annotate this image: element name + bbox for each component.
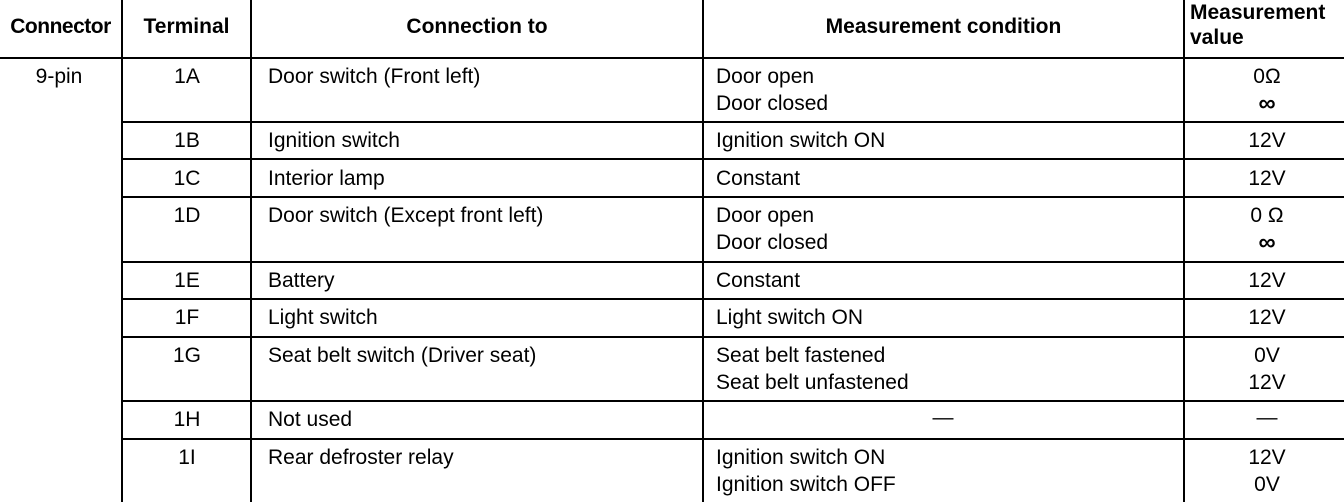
condition-line: Door open — [716, 65, 815, 88]
header-measurement-value-line1: Measurement — [1190, 1, 1326, 24]
value-cell: 12V — [1248, 269, 1286, 292]
row-rule — [121, 158, 1344, 160]
value-line: 0V — [1254, 473, 1280, 496]
col-divider — [250, 0, 252, 502]
header-terminal: Terminal — [143, 15, 230, 38]
value-cell: 12V — [1248, 167, 1286, 190]
terminal-cell: 1F — [174, 306, 200, 329]
col-divider — [1183, 0, 1185, 502]
connection-cell: Door switch (Except front left) — [268, 204, 544, 227]
row-rule — [121, 261, 1344, 263]
value-cell — [1190, 202, 1344, 256]
value-line: ∞ — [1258, 90, 1276, 117]
condition-cell: Constant — [716, 269, 801, 292]
value-line: 0 Ω — [1250, 204, 1284, 227]
header-connector: Connector — [10, 15, 111, 38]
condition-cell: Light switch ON — [716, 306, 864, 329]
value-cell: — — [1256, 406, 1278, 429]
connection-cell: Battery — [268, 269, 335, 292]
value-cell: 12V — [1248, 129, 1286, 152]
terminal-cell: 1G — [172, 344, 201, 367]
value-cell — [1190, 444, 1344, 498]
col-divider — [121, 0, 123, 502]
connection-cell: Rear defroster relay — [268, 446, 454, 469]
row-rule — [121, 298, 1344, 300]
connection-cell: Interior lamp — [268, 167, 385, 190]
terminal-cell: 1E — [174, 269, 200, 292]
row-rule — [121, 121, 1344, 123]
condition-cell: Constant — [716, 167, 801, 190]
condition-cell — [716, 444, 896, 498]
condition-line: Door open — [716, 204, 815, 227]
connector-value: 9-pin — [35, 65, 83, 88]
terminal-cell: 1I — [178, 446, 196, 469]
condition-line: Seat belt unfastened — [716, 371, 909, 394]
value-line: 0V — [1254, 344, 1280, 367]
row-rule — [121, 438, 1344, 440]
terminal-cell: 1C — [173, 167, 201, 190]
connection-cell: Light switch — [268, 306, 378, 329]
condition-cell — [716, 63, 828, 117]
condition-line: Seat belt fastened — [716, 344, 886, 367]
value-cell: 12V — [1248, 306, 1286, 329]
header-rule — [0, 57, 1344, 59]
terminal-cell: 1B — [174, 129, 200, 152]
condition-line: Ignition switch ON — [716, 446, 886, 469]
condition-cell: Ignition switch ON — [716, 129, 886, 152]
terminal-cell: 1H — [173, 408, 201, 431]
connection-cell: Not used — [268, 408, 353, 431]
header-measurement-value-line2: value — [1190, 26, 1244, 49]
value-cell — [1190, 63, 1344, 117]
value-line: ∞ — [1258, 229, 1276, 256]
condition-line: Door closed — [716, 231, 829, 254]
condition-cell — [716, 342, 909, 396]
terminal-cell: 1D — [173, 204, 201, 227]
value-cell — [1190, 342, 1344, 396]
connection-cell: Ignition switch — [268, 129, 400, 152]
condition-line: Ignition switch OFF — [716, 473, 896, 496]
row-rule — [121, 400, 1344, 402]
value-line: 0Ω — [1253, 65, 1281, 88]
header-measurement-condition: Measurement condition — [825, 15, 1062, 38]
row-rule — [121, 336, 1344, 338]
header-measurement-value — [1190, 0, 1344, 50]
condition-cell: — — [932, 406, 954, 429]
header-connection-to: Connection to — [406, 15, 548, 38]
terminal-cell: 1A — [174, 65, 200, 88]
connection-cell: Door switch (Front left) — [268, 65, 481, 88]
value-line: 12V — [1248, 371, 1286, 394]
row-rule — [121, 196, 1344, 198]
condition-cell — [716, 202, 828, 256]
value-line: 12V — [1248, 446, 1286, 469]
condition-line: Door closed — [716, 92, 829, 115]
connection-cell: Seat belt switch (Driver seat) — [268, 344, 537, 367]
